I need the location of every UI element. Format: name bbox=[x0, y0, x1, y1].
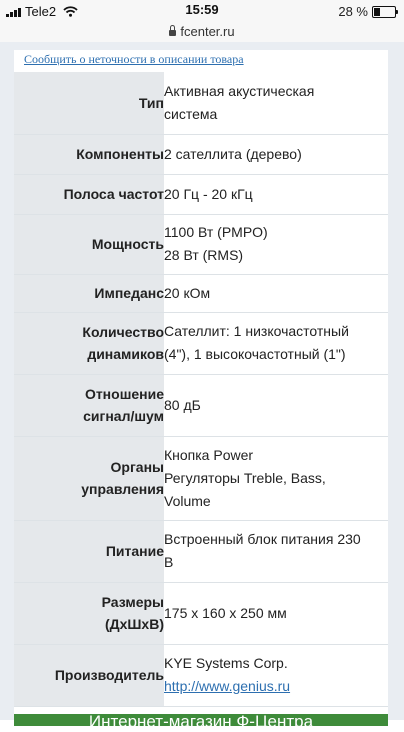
spec-row bbox=[14, 582, 388, 644]
spec-value bbox=[164, 312, 388, 374]
spec-value bbox=[164, 274, 388, 312]
spec-row bbox=[14, 174, 388, 214]
spec-row bbox=[14, 214, 388, 274]
spec-label-line: Тип bbox=[138, 94, 164, 111]
spec-value-line: 80 дБ bbox=[164, 396, 201, 413]
spec-value-line: Регуляторы Treble, Bass, bbox=[164, 469, 326, 486]
spec-row bbox=[14, 520, 388, 582]
spec-value bbox=[164, 644, 388, 706]
spec-value-line: (4"), 1 высокочастотный (1") bbox=[164, 346, 346, 362]
spec-label bbox=[14, 520, 164, 582]
status-right bbox=[338, 4, 396, 19]
spec-value-line: 20 кОм bbox=[164, 284, 211, 301]
specs-card bbox=[14, 50, 388, 731]
spec-value bbox=[164, 436, 388, 520]
spec-label-line: Производитель bbox=[54, 667, 164, 683]
spec-label-line: динамиков bbox=[87, 346, 164, 362]
spec-label bbox=[14, 436, 164, 520]
manufacturer-link[interactable]: http://www.genius.ru bbox=[164, 678, 291, 694]
spec-label-line: Количество bbox=[82, 324, 164, 340]
spec-label-line: Размеры bbox=[101, 594, 164, 610]
carrier-name: Tele2 bbox=[25, 4, 57, 19]
spec-value-line: 2 сателлита (дерево) bbox=[164, 145, 302, 162]
spec-row bbox=[14, 312, 388, 374]
spec-label-line: (ДхШхВ) bbox=[104, 616, 164, 632]
spec-value-line: Volume bbox=[164, 492, 211, 509]
battery-percent: 28 % bbox=[338, 4, 368, 19]
spec-value bbox=[164, 582, 388, 644]
spec-label-line: Питание bbox=[105, 543, 164, 559]
spec-label-line: сигнал/шум bbox=[83, 408, 164, 424]
page-viewport[interactable] bbox=[0, 42, 404, 731]
battery-icon bbox=[372, 6, 396, 18]
spec-label-line: Компоненты bbox=[76, 146, 164, 162]
spec-value bbox=[164, 214, 388, 274]
store-banner[interactable] bbox=[14, 712, 388, 731]
spec-value-line: В bbox=[164, 554, 174, 570]
report-inaccuracy-link[interactable]: Сообщить о неточности в описании товара bbox=[24, 52, 244, 66]
battery-fill bbox=[374, 8, 380, 16]
spec-row bbox=[14, 436, 388, 520]
store-banner-text: Интернет-магазин Ф-Центра bbox=[88, 712, 314, 731]
lock-icon bbox=[169, 30, 176, 36]
spec-label bbox=[14, 312, 164, 374]
spec-row bbox=[14, 374, 388, 436]
spec-value bbox=[164, 174, 388, 214]
status-time: 15:59 bbox=[185, 2, 219, 17]
spec-value bbox=[164, 520, 388, 582]
spec-label-line: Мощность bbox=[91, 236, 164, 252]
spec-label bbox=[14, 374, 164, 436]
spec-value-line: Встроенный блок питания 230 bbox=[164, 531, 361, 547]
spec-value-line: Активная акустическая bbox=[164, 82, 315, 99]
address-url: fcenter.ru bbox=[180, 24, 235, 39]
spec-value-line: 1100 Вт (PMPO) bbox=[164, 224, 268, 240]
spec-row bbox=[14, 644, 388, 706]
spec-label-line: Органы bbox=[110, 459, 164, 475]
spec-value bbox=[164, 134, 388, 174]
spec-label-line: Полоса частот bbox=[63, 186, 164, 202]
spec-label bbox=[14, 134, 164, 174]
spec-value-line: Кнопка Power bbox=[164, 446, 254, 463]
spec-value-line: система bbox=[164, 105, 218, 122]
spec-label bbox=[14, 174, 164, 214]
spec-row bbox=[14, 134, 388, 174]
spec-label bbox=[14, 644, 164, 706]
spec-label bbox=[14, 582, 164, 644]
spec-value bbox=[164, 72, 388, 134]
spec-label-line: управления bbox=[81, 481, 164, 497]
spec-label bbox=[14, 214, 164, 274]
spec-value-line: 175 х 160 х 250 мм bbox=[164, 604, 287, 621]
spec-row bbox=[14, 274, 388, 312]
spec-label-line: Отношение bbox=[84, 386, 164, 402]
spec-value-link-line bbox=[164, 675, 388, 698]
spec-value-line: Сателлит: 1 низкочастотный bbox=[164, 323, 349, 339]
spec-label bbox=[14, 72, 164, 134]
spec-value-line: 20 Гц - 20 кГц bbox=[164, 185, 253, 202]
spec-value bbox=[164, 374, 388, 436]
spec-label bbox=[14, 274, 164, 312]
status-bar bbox=[0, 0, 404, 24]
specs-table bbox=[14, 72, 388, 707]
spec-row bbox=[14, 72, 388, 134]
address-bar[interactable] bbox=[0, 24, 404, 42]
spec-value-line: KYE Systems Corp. bbox=[164, 655, 288, 671]
spec-value-line: 28 Вт (RMS) bbox=[164, 247, 244, 263]
spec-label-line: Импеданс bbox=[94, 285, 164, 301]
